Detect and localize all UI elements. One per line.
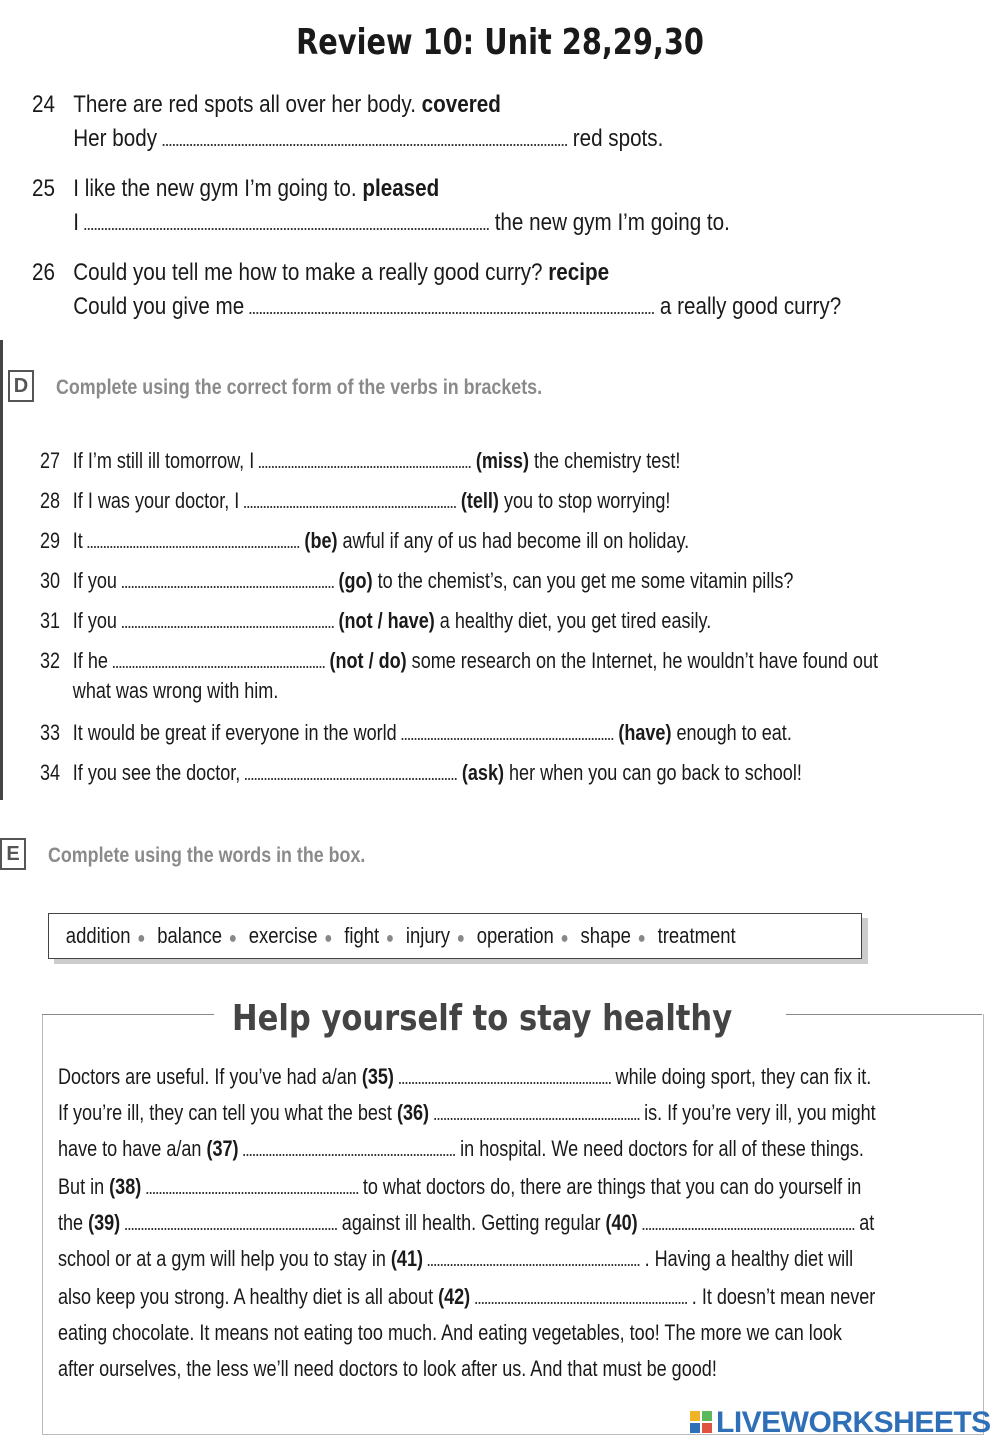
exercise-item-30: 30 If you (go) to the chemist’s, can you get me some vitamin pills? — [40, 568, 794, 593]
answer-blank-24[interactable] — [163, 130, 567, 146]
passage-line-1: Doctors are useful. If you’ve had a/an (35) while doing sport, they can fix it. — [58, 1064, 872, 1089]
transform-item-24: 24 There are red spots all over her body. covered Her body red spots. — [32, 91, 664, 152]
answer-blank-36[interactable] — [434, 1104, 639, 1120]
section-d-label: D — [8, 370, 34, 402]
answer-blank-39[interactable] — [125, 1214, 337, 1230]
answer-blank-27[interactable] — [259, 452, 471, 468]
answer-blank-37[interactable] — [244, 1140, 456, 1156]
exercise-item-34: 34 If you see the doctor, (ask) her when you can go back to school! — [40, 760, 802, 785]
passage-rule-right — [786, 1014, 982, 1015]
passage-line-9: after ourselves, the less we’ll need doctors to look after us. And that must be good! — [58, 1356, 717, 1381]
passage-title: Help yourself to stay healthy — [232, 998, 733, 1039]
passage-line-6: school or at a gym will help you to stay in (41) . Having a healthy diet will — [58, 1246, 854, 1271]
passage-line-4: But in (38) to what doctors do, there are things that you can do yourself in — [58, 1174, 862, 1199]
word-exercise: exercise — [248, 923, 318, 948]
answer-blank-38[interactable] — [146, 1178, 358, 1194]
passage-line-5: the (39) against ill health. Getting regular (40) at — [58, 1210, 875, 1235]
passage-line-2: If you’re ill, they can tell you what the best (36) is. If you’re very ill, you might — [58, 1100, 876, 1125]
answer-blank-26[interactable] — [250, 298, 654, 314]
transform-item-26: 26 Could you tell me how to make a really good curry? recipe Could you give me a really good curry? — [32, 259, 842, 320]
answer-blank-30[interactable] — [122, 572, 334, 588]
answer-blank-34[interactable] — [245, 764, 457, 780]
passage-line-7: also keep you strong. A healthy diet is all about (42) . It doesn’t mean never — [58, 1284, 876, 1309]
liveworksheets-watermark[interactable]: LIVEWORKSHEETS — [716, 1406, 991, 1439]
word-balance: balance — [157, 923, 223, 948]
word-treatment: treatment — [657, 923, 736, 948]
answer-blank-28[interactable] — [244, 492, 456, 508]
section-e-label: E — [0, 838, 26, 870]
answer-blank-33[interactable] — [402, 724, 614, 740]
passage-line-8: eating chocolate. It means not eating too much. And eating vegetables, too! The more we can look — [58, 1320, 842, 1345]
page-title: Review 10: Unit 28,29,30 — [296, 22, 704, 63]
exercise-item-27: 27 If I’m still ill tomorrow, I (miss) the chemistry test! — [40, 448, 681, 473]
answer-blank-40[interactable] — [643, 1214, 855, 1230]
word-shape: shape — [580, 923, 631, 948]
answer-blank-41[interactable] — [428, 1250, 640, 1266]
section-d-margin-bar — [0, 340, 3, 800]
exercise-item-31: 31 If you (not / have) a healthy diet, you get tired easily. — [40, 608, 712, 633]
answer-blank-31[interactable] — [122, 612, 334, 628]
exercise-item-32: 32 If he (not / do) some research on the Internet, he wouldn’t have found out what was wrong with him. — [40, 648, 879, 703]
exercise-item-33: 33 It would be great if everyone in the world (have) enough to eat. — [40, 720, 792, 745]
passage-rule-left — [42, 1014, 214, 1015]
word-injury: injury — [405, 923, 451, 948]
answer-blank-35[interactable] — [399, 1068, 611, 1084]
word-addition: addition — [65, 923, 131, 948]
answer-blank-42[interactable] — [475, 1288, 687, 1304]
passage-line-3: have to have a/an (37) in hospital. We need doctors for all of these things. — [58, 1136, 864, 1161]
word-fight: fight — [344, 923, 380, 948]
section-e-instruction: Complete using the words in the box. — [48, 844, 366, 867]
answer-blank-25[interactable] — [85, 214, 489, 230]
exercise-item-28: 28 If I was your doctor, I (tell) you to stop worrying! — [40, 488, 671, 513]
word-box: addition ● balance ● exercise ● fight ● injury ● operation ● shape ● treatment — [48, 913, 862, 959]
answer-blank-32[interactable] — [113, 652, 325, 668]
answer-blank-29[interactable] — [88, 532, 300, 548]
exercise-item-29: 29 It (be) awful if any of us had become ill on holiday. — [40, 528, 690, 553]
transform-item-25: 25 I like the new gym I’m going to. pleased I the new gym I’m going to. — [32, 175, 730, 236]
word-operation: operation — [476, 923, 554, 948]
section-d-instruction: Complete using the correct form of the verbs in brackets. — [56, 376, 543, 399]
liveworksheets-logo-icon — [690, 1411, 712, 1433]
